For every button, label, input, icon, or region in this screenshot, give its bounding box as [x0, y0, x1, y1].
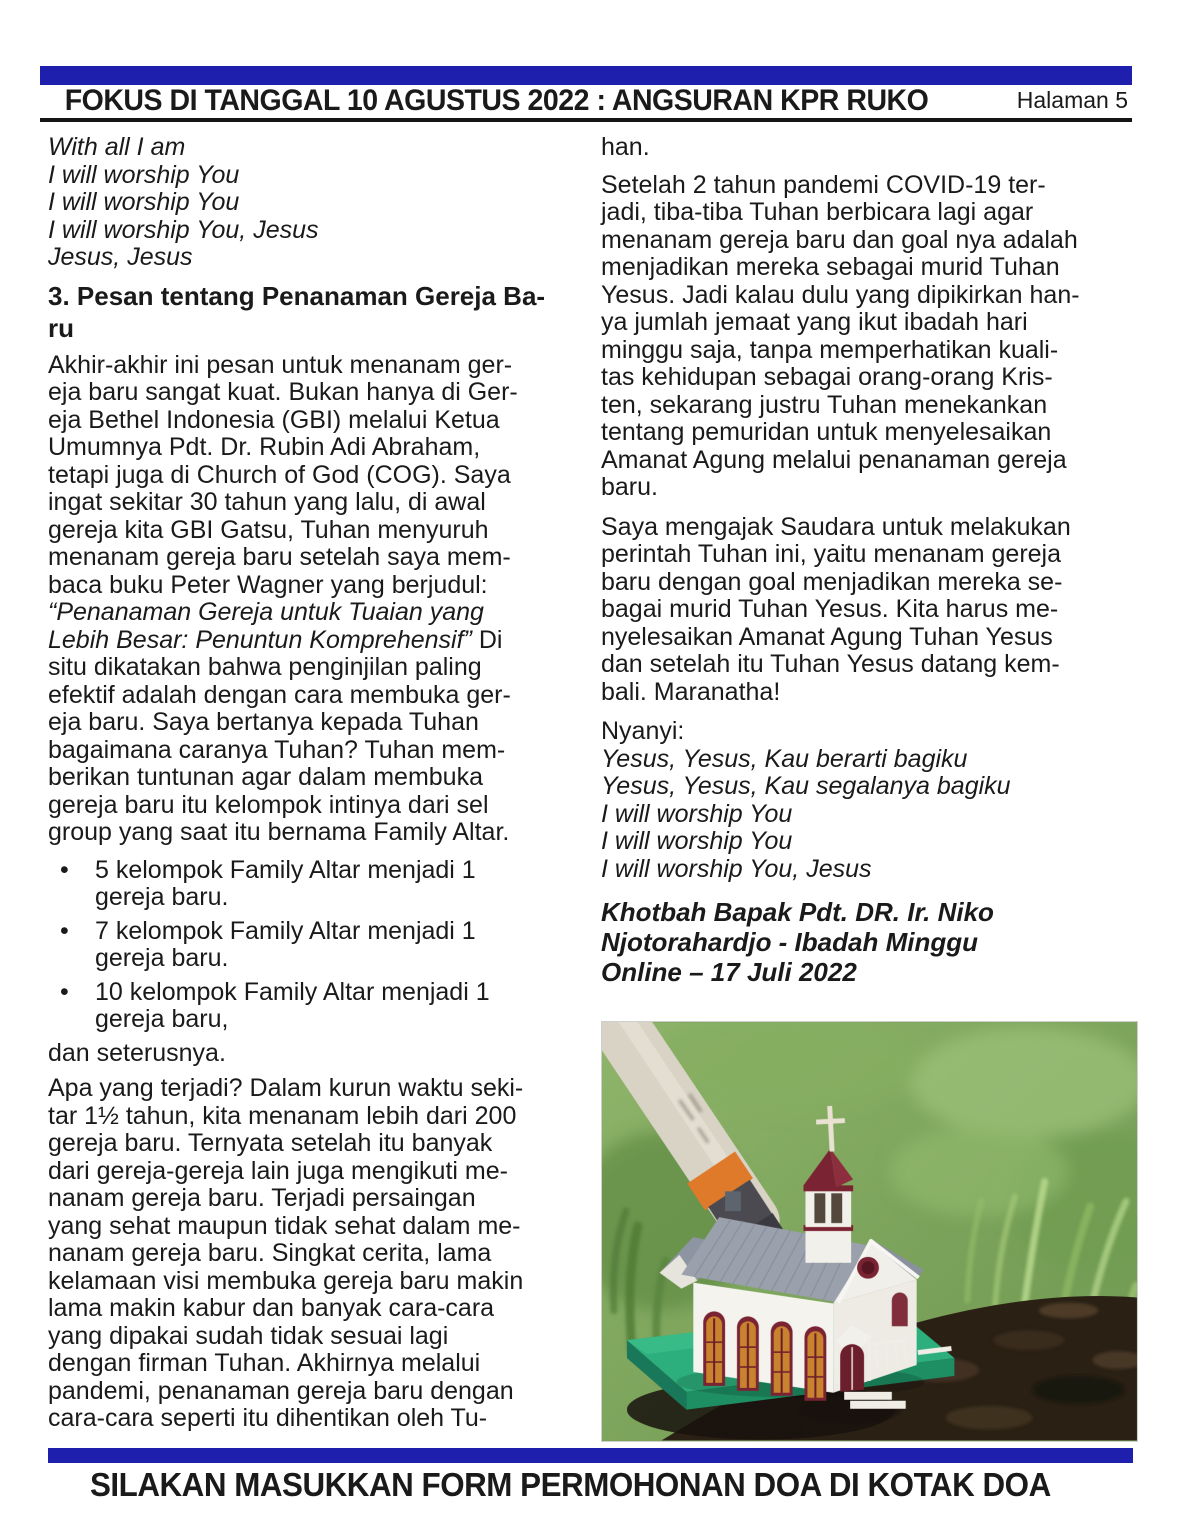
- paragraph: Apa yang terjadi? Dalam kurun waktu seki- tar 1½ tahun, kita menanam lebih dari 200 gereja baru. Ternyata setelah itu banyak dari gereja-gereja lain juga mengikuti me- nanam gereja baru. Terjadi persaingan yang sehat maupun tidak sehat dalam me- nanam gereja baru. Singkat cerita, lama kelamaan visi membuka gereja baru makin lama makin kabur dan banyak cara-cara yang dipakai sudah tidak sesuai lagi dengan firman Tuhan. Akhirnya melalui pandemi, penanaman gereja baru dengan cara-cara seperti itu dihentikan oleh Tu-: [48, 1074, 524, 1432]
- paragraph: Saya mengajak Saudara untuk melakukan perintah Tuhan ini, yaitu menanam gereja baru dengan goal menjadikan mereka se- bagai murid Tuhan Yesus. Kita harus me- nyelesaikan Amanat Agung Tuhan Yesus dan setelah itu Tuhan Yesus datang kem- bali. Maranatha!: [601, 512, 1071, 706]
- paragraph-carryover: han.: [601, 133, 650, 161]
- page-number: Halaman 5: [1016, 87, 1128, 113]
- list-item: • 7 kelompok Family Altar menjadi 1 gereja baru.: [48, 918, 568, 973]
- sermon-attribution: Khotbah Bapak Pdt. DR. Ir. Niko Njotorahardjo - Ibadah Minggu Online – 17 Juli 2022: [601, 897, 994, 987]
- section-heading: 3. Pesan tentang Penanaman Gereja Ba- ru: [48, 280, 546, 343]
- church-planting-photo: [601, 1021, 1138, 1442]
- article-body: [48, 134, 1134, 1442]
- song-cue-label: Nyanyi:: [601, 717, 685, 745]
- song-lyrics-bottom: Yesus, Yesus, Kau berarti bagiku Yesus, Yesus, Kau segalanya bagiku I will worship You I will worship You I will worship You, Jesus: [601, 744, 1011, 883]
- bullet-marker: •: [60, 977, 69, 1006]
- song-lyrics-top: With all I am I will worship You I will worship You I will worship You, Jesus Jesus, Jesus: [48, 133, 319, 271]
- book-title-line: “Penanaman Gereja untuk Tuaian yang: [48, 598, 484, 626]
- paragraph: Akhir-akhir ini pesan untuk menanam ger- eja baru sangat kuat. Bukan hanya di Ger- eja Bethel Indonesia (GBI) melalui Ketua Umumnya Pdt. Dr. Rubin Adi Abraham, tetapi juga di Church of God (COG). Saya ingat sekitar 30 tahun yang lalu, di awal gereja kita GBI Gatsu, Tuhan menyuruh menanam gereja baru setelah saya mem- baca buku Peter Wagner yang berjudul: “Penanaman Gereja untuk Tuaian yang Lebih Besar: Penuntun Komprehensif” Di situ dikatakan bahwa penginjilan paling efektif adalah dengan cara membuka ger- eja baru. Saya bertanya kepada Tuhan bagaimana caranya Tuhan? Tuhan mem- berikan tuntunan agar dalam membuka gereja baru itu kelompok intinya dari sel group yang saat itu bernama Family Altar.: [48, 352, 568, 847]
- right-column: [601, 134, 1134, 1442]
- book-title-line: Lebih Besar: Penuntun Komprehensif” Di: [48, 625, 503, 654]
- list-item: • 10 kelompok Family Altar menjadi 1 gereja baru,: [48, 979, 568, 1034]
- bullet-marker: •: [60, 855, 69, 884]
- paragraph: Setelah 2 tahun pandemi COVID-19 ter- jadi, tiba-tiba Tuhan berbicara lagi agar menanam gereja baru dan goal nya adalah menjadikan mereka sebagai murid Tuhan Yesus. Jadi kalau dulu yang dipikirkan han- ya jumlah jemaat yang ikut ibadah hari minggu saja, tanpa memperhatikan kuali- tas kehidupan sebagai orang-orang Kris- ten, sekarang justru Tuhan menekankan tentang pemuridan untuk menyelesaikan Amanat Agung melalui penanaman gereja baru.: [601, 170, 1080, 501]
- left-column: [48, 134, 568, 1442]
- page-title: FOKUS DI TANGGAL 10 AGUSTUS 2022 : ANGSURAN KPR RUKO: [64, 83, 929, 117]
- top-accent-bar: [40, 66, 1132, 85]
- bullet-marker: •: [60, 916, 69, 945]
- masthead: [40, 85, 1132, 122]
- list-continuation: dan seterusnya.: [48, 1038, 226, 1067]
- list-item: • 5 kelompok Family Altar menjadi 1 gereja baru.: [48, 857, 568, 912]
- bullet-list: [48, 857, 568, 1034]
- footer-accent-bar: [48, 1448, 1133, 1463]
- footer-notice: SILAKAN MASUKKAN FORM PERMOHONAN DOA DI KOTAK DOA: [90, 1466, 1051, 1503]
